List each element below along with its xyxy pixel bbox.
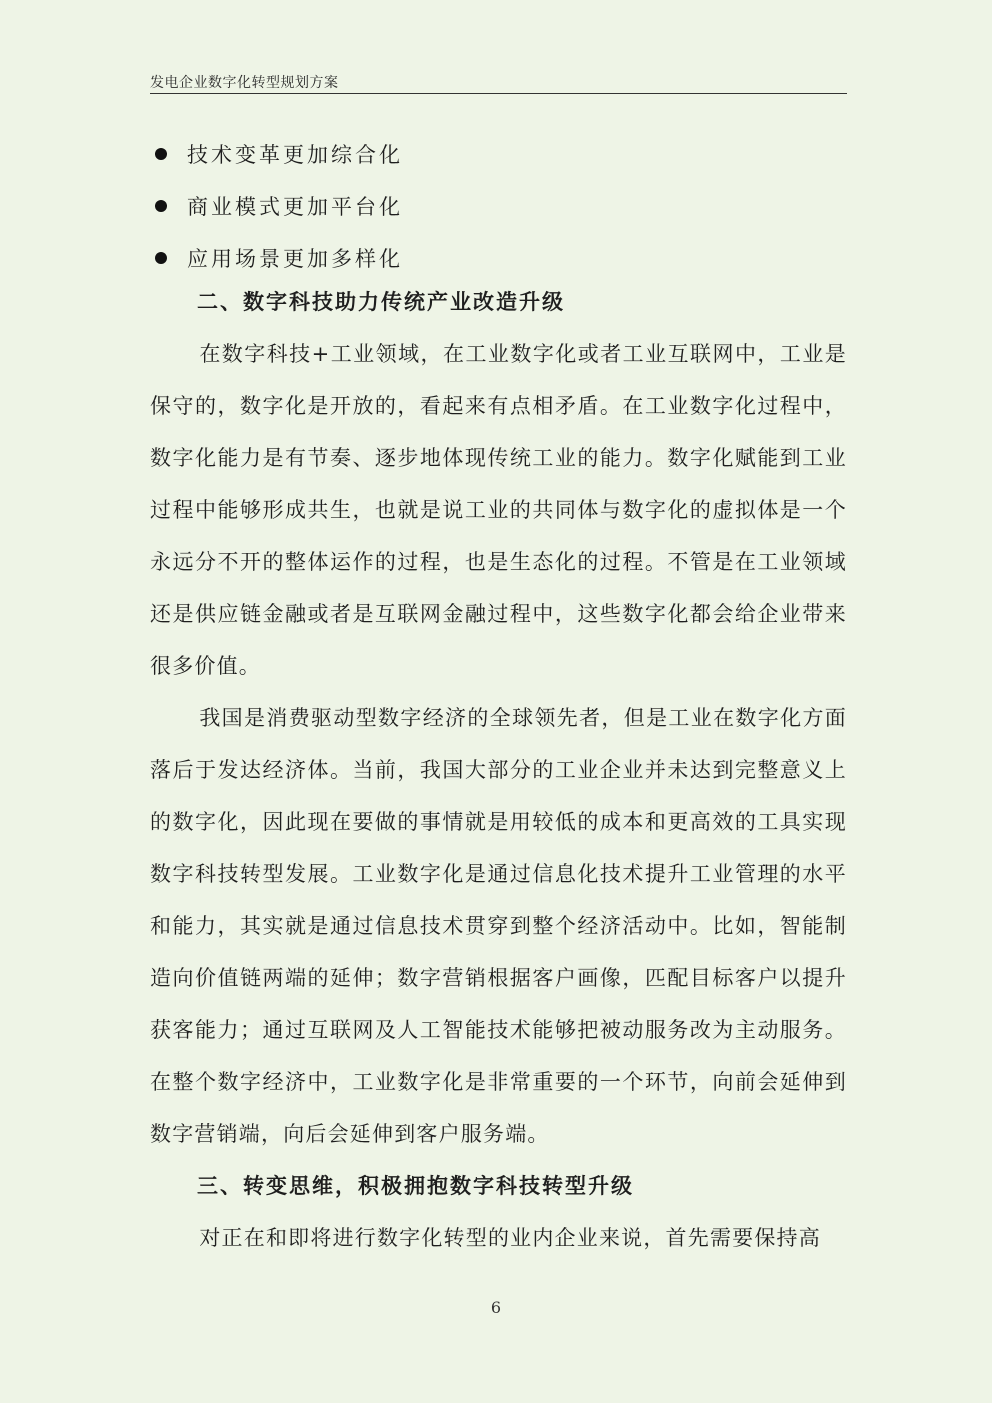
bullet-icon (155, 252, 167, 264)
bullet-text: 商业模式更加平台化 (187, 195, 403, 219)
body-paragraph: 我国是消费驱动型数字经济的全球领先者，但是工业在数字化方面落后于发达经济体。当前，我国大部分的工业企业并未达到完整意义上的数字化，因此现在要做的事情就是用较低的成本和更高效的工具实现数字科技转型发展。工业数字化是通过信息化技术提升工业管理的水平和能力，其实就是通过信息技术贯穿到整个经济活动中。比如，智能制造向价值链两端的延伸；数字营销根据客户画像，匹配目标客户以提升获客能力；通过互联网及人工智能技术能够把被动服务改为主动服务。在整个数字经济中，工业数字化是非常重要的一个环节，向前会延伸到数字营销端，向后会延伸到客户服务端。 (150, 706, 847, 1146)
running-header: 发电企业数字化转型规划方案 (150, 75, 339, 91)
bullet-item (150, 180, 847, 232)
bullet-text: 技术变革更加综合化 (187, 143, 403, 167)
section-three (150, 1160, 847, 1264)
bullet-icon (155, 200, 167, 212)
bullet-text: 应用场景更加多样化 (187, 247, 403, 271)
body-paragraph: 对正在和即将进行数字化转型的业内企业来说，首先需要保持高 (199, 1226, 821, 1250)
header-rule (150, 93, 847, 94)
page-number: 6 (490, 1298, 502, 1317)
section-heading: 二、数字科技助力传统产业改造升级 (197, 289, 565, 314)
bullet-item (150, 128, 847, 180)
bullet-icon (155, 148, 167, 160)
body-paragraph: 在数字科技+工业领域，在工业数字化或者工业互联网中，工业是保守的，数字化是开放的，看起来有点相矛盾。在工业数字化过程中，数字化能力是有节奏、逐步地体现传统工业的能力。数字化赋能到工业过程中能够形成共生，也就是说工业的共同体与数字化的虚拟体是一个永远分不开的整体运作的过程，也是生态化的过程。不管是在工业领域还是供应链金融或者是互联网金融过程中，这些数字化都会给企业带来很多价值。 (150, 342, 847, 678)
section-two (150, 276, 847, 1160)
section-heading: 三、转变思维，积极拥抱数字科技转型升级 (197, 1173, 634, 1198)
bullet-list (150, 128, 847, 284)
